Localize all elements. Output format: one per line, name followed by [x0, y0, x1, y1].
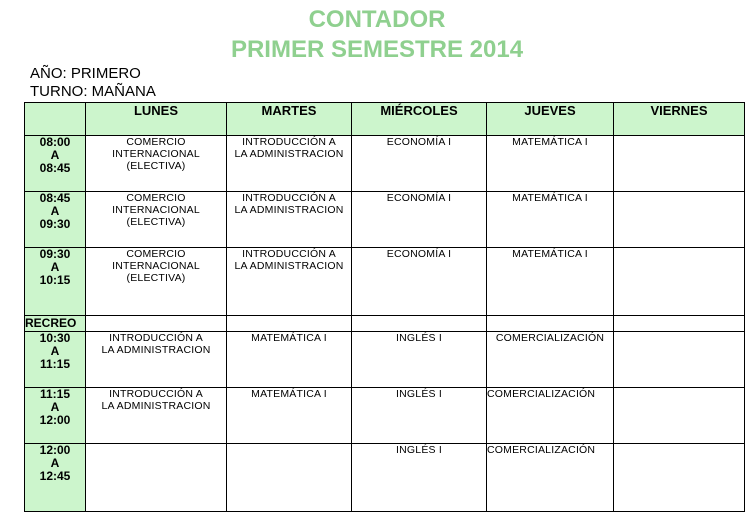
shift-label: TURNO: MAÑANA	[30, 83, 156, 100]
end-time: 12:45	[39, 469, 71, 483]
end-time: 09:30	[39, 217, 71, 231]
empty-cell	[614, 192, 745, 248]
subject-cell	[352, 388, 487, 444]
subject-cell	[86, 248, 227, 316]
subject-line: LA ADMINISTRACION	[234, 260, 344, 272]
start-time: 11:15	[39, 387, 71, 401]
subject-line: ECONOMÍA I	[386, 192, 452, 204]
time-cell	[25, 332, 86, 388]
start-time: 08:45	[39, 191, 71, 205]
subject-line: LA ADMINISTRACION	[101, 400, 211, 412]
subject-line: MATEMÁTICA I	[251, 388, 327, 400]
subject-line: COMERCIO	[126, 248, 186, 260]
end-time: 10:15	[39, 273, 71, 287]
subject-line: MATEMÁTICA I	[251, 332, 327, 344]
empty-cell	[352, 316, 487, 332]
subject-line: INGLÉS I	[396, 332, 442, 344]
subject-cell	[487, 192, 614, 248]
page-subtitle: PRIMER SEMESTRE 2014	[230, 36, 524, 63]
subject-line: (ELECTIVA)	[126, 160, 186, 172]
end-time: 12:00	[39, 413, 71, 427]
time-cell	[25, 444, 86, 512]
time-separator: A	[50, 260, 60, 274]
day-header: MARTES	[227, 103, 352, 136]
subject-line: INTRODUCCIÓN A	[109, 332, 203, 344]
subject-line: INTERNACIONAL	[112, 204, 200, 216]
time-separator: A	[50, 204, 60, 218]
day-header: LUNES	[86, 103, 227, 136]
subject-line: COMERCIO	[126, 136, 186, 148]
subject-line: (ELECTIVA)	[126, 216, 186, 228]
empty-cell	[614, 444, 745, 512]
time-separator: A	[50, 400, 60, 414]
subject-cell	[227, 192, 352, 248]
subject-line: INTERNACIONAL	[112, 260, 200, 272]
subject-cell	[487, 248, 614, 316]
day-header: JUEVES	[487, 103, 614, 136]
subject-line: LA ADMINISTRACION	[101, 344, 211, 356]
corner-cell	[25, 103, 86, 136]
empty-cell	[86, 316, 227, 332]
subject-cell	[227, 136, 352, 192]
time-row	[25, 388, 745, 444]
page-title: CONTADOR	[308, 6, 446, 33]
schedule-body	[25, 103, 745, 512]
subject-line: MATEMÁTICA I	[512, 248, 588, 260]
subject-line: COMERCIALIZACIÓN	[487, 444, 596, 456]
subject-cell	[487, 136, 614, 192]
subject-cell	[227, 332, 352, 388]
subject-cell	[352, 444, 487, 512]
subject-line: LA ADMINISTRACION	[234, 204, 344, 216]
subject-line: INTRODUCCIÓN A	[242, 192, 336, 204]
day-header: MIÉRCOLES	[352, 103, 487, 136]
time-cell	[25, 248, 86, 316]
empty-cell	[614, 136, 745, 192]
subject-line: INTRODUCCIÓN A	[242, 248, 336, 260]
subject-line: MATEMÁTICA I	[512, 192, 588, 204]
subject-cell	[227, 248, 352, 316]
subject-line: INGLÉS I	[396, 388, 442, 400]
empty-cell	[487, 316, 614, 332]
subject-cell	[227, 388, 352, 444]
subject-cell	[487, 388, 614, 444]
subject-line: INTERNACIONAL	[112, 148, 200, 160]
start-time: 09:30	[39, 247, 71, 261]
end-time: 11:15	[39, 357, 71, 371]
time-row	[25, 248, 745, 316]
subject-line: INTRODUCCIÓN A	[109, 388, 203, 400]
subject-line: ECONOMÍA I	[386, 248, 452, 260]
subject-cell	[352, 192, 487, 248]
time-separator: A	[50, 344, 60, 358]
time-row	[25, 192, 745, 248]
subject-line: COMERCIO	[126, 192, 186, 204]
subject-cell	[487, 332, 614, 388]
subject-cell	[352, 332, 487, 388]
subject-line: COMERCIALIZACIÓN	[487, 388, 596, 400]
time-cell	[25, 192, 86, 248]
recess-row	[25, 316, 745, 332]
subject-cell	[86, 136, 227, 192]
empty-cell	[614, 332, 745, 388]
subject-line: ECONOMÍA I	[386, 136, 452, 148]
schedule-table	[24, 102, 745, 512]
start-time: 10:30	[39, 331, 71, 345]
subject-cell	[352, 136, 487, 192]
subject-line: INGLÉS I	[396, 444, 442, 456]
end-time: 08:45	[39, 161, 71, 175]
empty-cell	[614, 388, 745, 444]
subject-line: COMERCIALIZACIÓN	[495, 332, 605, 344]
subject-line: (ELECTIVA)	[126, 272, 186, 284]
start-time: 08:00	[39, 135, 71, 149]
subject-cell	[86, 192, 227, 248]
recess-label: RECREO	[25, 316, 86, 332]
time-row	[25, 332, 745, 388]
subject-line: LA ADMINISTRACION	[234, 148, 344, 160]
time-row	[25, 136, 745, 192]
empty-cell	[614, 248, 745, 316]
empty-cell	[227, 444, 352, 512]
subject-line: MATEMÁTICA I	[512, 136, 588, 148]
subject-cell	[352, 248, 487, 316]
empty-cell	[614, 316, 745, 332]
year-label: AÑO: PRIMERO	[30, 65, 141, 82]
empty-cell	[227, 316, 352, 332]
start-time: 12:00	[39, 443, 71, 457]
subject-line: INTRODUCCIÓN A	[242, 136, 336, 148]
time-cell	[25, 388, 86, 444]
time-separator: A	[50, 456, 60, 470]
time-row	[25, 444, 745, 512]
header-row	[25, 103, 745, 136]
subject-cell	[86, 332, 227, 388]
time-cell	[25, 136, 86, 192]
day-header: VIERNES	[614, 103, 745, 136]
empty-cell	[86, 444, 227, 512]
subject-cell	[86, 388, 227, 444]
subject-cell	[487, 444, 614, 512]
time-separator: A	[50, 148, 60, 162]
